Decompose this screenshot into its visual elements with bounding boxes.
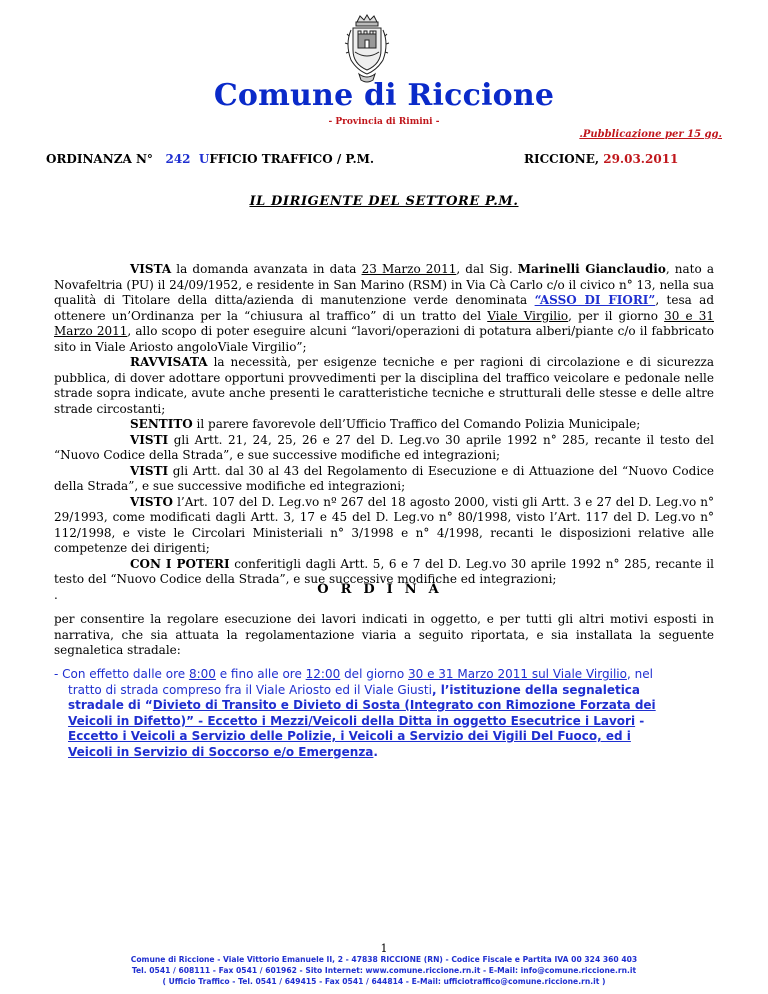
- company-name: “ASSO DI FIORI”: [534, 293, 656, 307]
- keyword: VISTO: [130, 494, 173, 509]
- keyword: VISTA: [130, 262, 172, 276]
- provision-line-4: Veicoli in Difetto)” - Eccetto i Mezzi/Veicoli della Ditta in oggetto Esecutrice i Lavori -: [68, 713, 645, 728]
- stray-dot: .: [54, 587, 58, 602]
- text: gli Artt. 21, 24, 25, 26 e 27 del D. Leg.vo 30 aprile 1992 n° 285, recante il testo del “Nuovo Codice della Strada”, e sue successive modifiche ed integrazioni;: [54, 432, 714, 462]
- text: , allo scopo di poter eseguire alcuni “lavori/operazioni di potatura alberi/piante c/o il fabbricato sito in Viale Ariosto angoloViale Virgilio”;: [54, 324, 715, 354]
- traffic-provision: [54, 667, 714, 760]
- text: , per il giorno: [568, 308, 665, 323]
- provision-line-3: stradale di “Divieto di Transito e Divieto di Sosta (Integrato con Rimozione Forzata dei: [68, 698, 656, 712]
- coat-of-arms-icon: [343, 14, 391, 86]
- keyword: VISTI: [130, 463, 169, 478]
- text: , tesa ad ottenere un’Ordinanza per la “chiusura al traffico” di un tratto del: [54, 293, 714, 323]
- start-time: 8:00: [188, 667, 216, 681]
- office-initial: U: [198, 152, 210, 166]
- page-title: Comune di Riccione: [213, 78, 555, 113]
- ordina-text: per consentire la regolare esecuzione dei lavori indicati in oggetto, e per tutti gli altri motivi esposti in narrativa, che sia attuata la regolamentazione viaria a seguito riportata, e sia installata la seguente segnaletica stradale:: [54, 612, 714, 657]
- text: il parere favorevole dell’Ufficio Traffico del Comando Polizia Municipale;: [192, 417, 641, 431]
- ordinance-label: ORDINANZA N°: [46, 152, 153, 166]
- text: la domanda avanzata in data: [171, 262, 362, 276]
- end-time: 12:00: [305, 667, 341, 681]
- footer-line-2: Tel. 0541 / 608111 - Fax 0541 / 601962 - Sito Internet: www.comune.riccione.rn.it - E-Mail: info@comune.riccione.rn.it: [131, 966, 637, 975]
- ordina-heading: ORDINA: [317, 582, 451, 597]
- request-date: 23 Marzo 2011: [361, 262, 457, 276]
- paragraph-ravvisata: [54, 355, 714, 417]
- text: gli Artt. dal 30 al 43 del Regolamento di Esecuzione e di Attuazione del “Nuovo Codice della Strada”, e sue successive modifiche ed integrazioni;: [54, 463, 714, 493]
- text: l’Art. 107 del D. Leg.vo nº 267 del 18 agosto 2000, visti gli Artt. 3 e 27 del D. Leg.vo n° 29/1993, come modificati dagli Artt. 3, 17 e 45 del D. Leg.vo n° 80/1998, visto l’Art. 117 del D. Leg.vo n° 112/1998, e viste le Circolari Ministeriali n° 3/1998 e n° 4/1998, recanti le disposizioni relative alle competenze dei dirigenti;: [54, 494, 714, 555]
- paragraph-vista: [54, 262, 714, 355]
- preamble: [54, 262, 714, 603]
- provision-days: 30 e 31 Marzo 2011 sul Viale Virgilio: [408, 667, 627, 681]
- ordinance-date: 29.03.2011: [603, 152, 679, 166]
- provision-line-2: tratto di strada compreso fra il Viale Ariosto ed il Viale Giusti, l’istituzione della segnaletica: [68, 682, 641, 697]
- provision-line-6: Veicoli in Servizio di Soccorso e/o Emergenza.: [68, 744, 378, 759]
- office-name: FFICIO TRAFFICO / P.M.: [209, 152, 375, 166]
- text: la necessità, per esigenze tecniche e per ragioni di circolazione e di sicurezza pubblica, di dover adottare opportuni provvedimenti per la disciplina del traffico veicolare e pedonale nelle strade sopra indicate, avute anche presenti le caratteristiche tecniche e strutturali delle stesse e delle altre strade circostanti;: [54, 355, 714, 416]
- keyword: CON I POTERI: [130, 556, 230, 571]
- paragraph-sentito: [54, 417, 714, 433]
- keyword: SENTITO: [130, 417, 193, 431]
- ordinance-heading: [46, 152, 374, 166]
- page-number: 1: [380, 942, 388, 955]
- text: , dal Sig.: [456, 262, 518, 276]
- keyword: VISTI: [130, 432, 169, 447]
- publication-note: .Pubblicazione per 15 gg.: [579, 129, 722, 140]
- street-name: Viale Virgilio: [487, 308, 569, 323]
- footer: [0, 954, 768, 987]
- province-subtitle: - Provincia di Rimini -: [328, 117, 440, 127]
- paragraph-visti-1: [54, 433, 714, 464]
- place-label: RICCIONE,: [524, 152, 600, 166]
- place-date: [524, 152, 678, 166]
- text: , nato a Novafeltria (PU) il 24/09/1952, e residente in San Marino (RSM) in Via Cà Carlo c/o il civico n° 13, nella sua qualità di Titolare della ditta/azienda di manutenzione verde denominata: [54, 262, 715, 307]
- footer-line-1: Comune di Riccione - Viale Vittorio Emanuele II, 2 - 47838 RICCIONE (RN) - Codice Fiscale e Partita IVA 00 324 360 403: [130, 955, 638, 964]
- applicant-name: Marinelli Gianclaudio: [517, 262, 666, 276]
- work-days: 30 e 31 Marzo 2011: [54, 308, 714, 338]
- provision-line-5: Eccetto i Veicoli a Servizio delle Polizie, i Veicoli a Servizio dei Vigili Del Fuoco, ed i: [68, 729, 631, 743]
- text: conferitigli dagli Artt. 5, 6 e 7 del D. Leg.vo 30 aprile 1992 n° 285, recante il testo del “Nuovo Codice della Strada”, e sue successive modifiche ed integrazioni;: [54, 556, 715, 586]
- keyword: RAVVISATA: [130, 355, 208, 369]
- paragraph-visto: [54, 495, 714, 557]
- ordinance-number: 242: [165, 152, 191, 166]
- section-heading: IL DIRIGENTE DEL SETTORE P.M.: [249, 194, 519, 209]
- footer-line-3: ( Ufficio Traffico - Tel. 0541 / 649415 - Fax 0541 / 644814 - E-Mail: ufficiotraffico@comune.riccione.rn.it ): [162, 977, 606, 986]
- paragraph-visti-2: [54, 464, 714, 495]
- provision-line-1: - Con effetto dalle ore 8:00 e fino alle ore 12:00 del giorno 30 e 31 Marzo 2011 sul Viale Virgilio, nel: [54, 667, 653, 681]
